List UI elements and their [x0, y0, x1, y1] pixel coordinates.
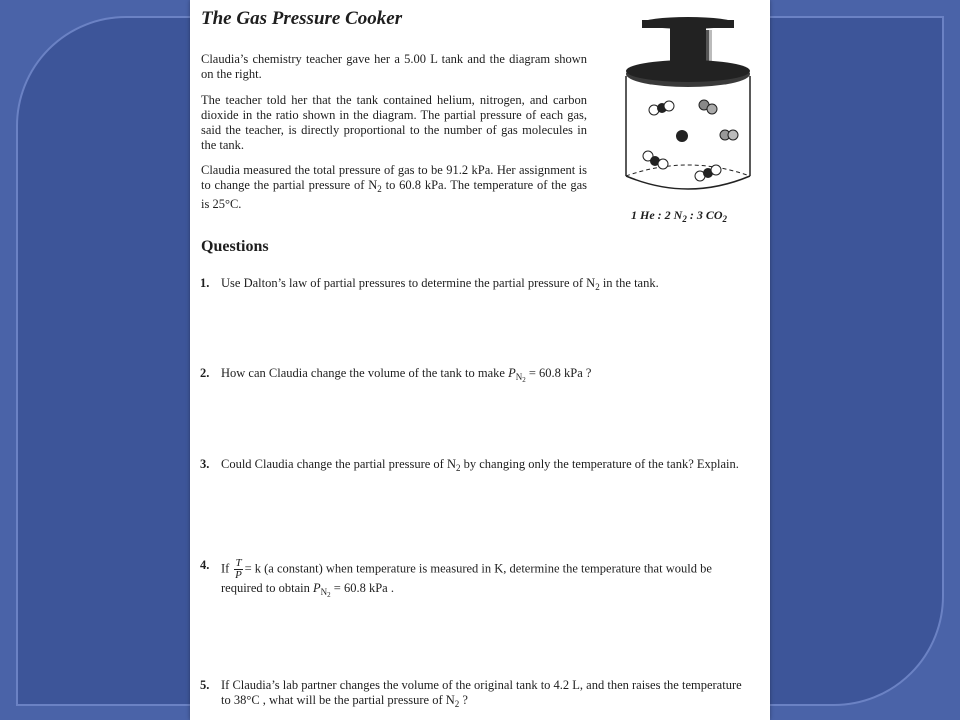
question-2: 2. How can Claudia change the volume of the tank to make $P_{N2} = 60.8$ kPa ? [200, 366, 592, 384]
questions-heading: Questions [201, 238, 269, 255]
question-number: 4. [200, 558, 210, 572]
t-over-p-fraction: $\frac{T}{P}$ [235, 557, 242, 581]
question-1: 1. Use Dalton’s law of partial pressures to determine the partial pressure of $N_2$ in the tank. [200, 276, 659, 292]
co2-molecule-icon [649, 101, 674, 115]
question-number: 2. [200, 366, 210, 380]
question-number: 3. [200, 457, 210, 471]
intro-paragraph-3: Claudia measured the total pressure of gas to be 91.2 kPa. Her assignment is to change the partial pressure of $N_2$ to 60.8 kPa. The temperature of the gas is 25°C. [201, 163, 587, 211]
intro-paragraph-2: The teacher told her that the tank contained helium, nitrogen, and carbon dioxide in the ratio shown in the diagram. The partial pressure of each gas, said the teacher, is directly proportional to the number of gas molecules in the tank. [201, 93, 587, 152]
n2-molecule-icon [699, 100, 717, 114]
intro-paragraph-1: Claudia’s chemistry teacher gave her a 5.00 L tank and the diagram shown on the right. [201, 52, 587, 81]
n2-molecule-icon [720, 130, 738, 140]
question-3: 3. Could Claudia change the partial pressure of $N_2$ by changing only the temperature of the tank? Explain. [200, 457, 739, 473]
co2-molecule-icon [695, 165, 721, 181]
diagram-caption: 1 He : 2 $N_2$ : 3 $CO_2$ [631, 208, 727, 224]
question-number: 5. [200, 678, 210, 692]
gas-tank-diagram [618, 10, 758, 206]
question-number: 1. [200, 276, 210, 290]
question-4: 4. If $\frac{T}{P}$ = k (a constant) when temperature is measured in K, determine the temperature that would be required to obtain $P_{N2} = 60.8$ kPa . [200, 557, 712, 599]
question-5: 5. If Claudia’s lab partner changes the volume of the original tank to 4.2 L, and then raises the temperature to 38°C , what will be the partial pressure of $N_2$ ? [200, 678, 742, 709]
worksheet-title: The Gas Pressure Cooker [201, 8, 403, 29]
co2-molecule-icon [643, 151, 668, 169]
worksheet-page [190, 0, 770, 720]
he-atom-icon [676, 130, 688, 142]
